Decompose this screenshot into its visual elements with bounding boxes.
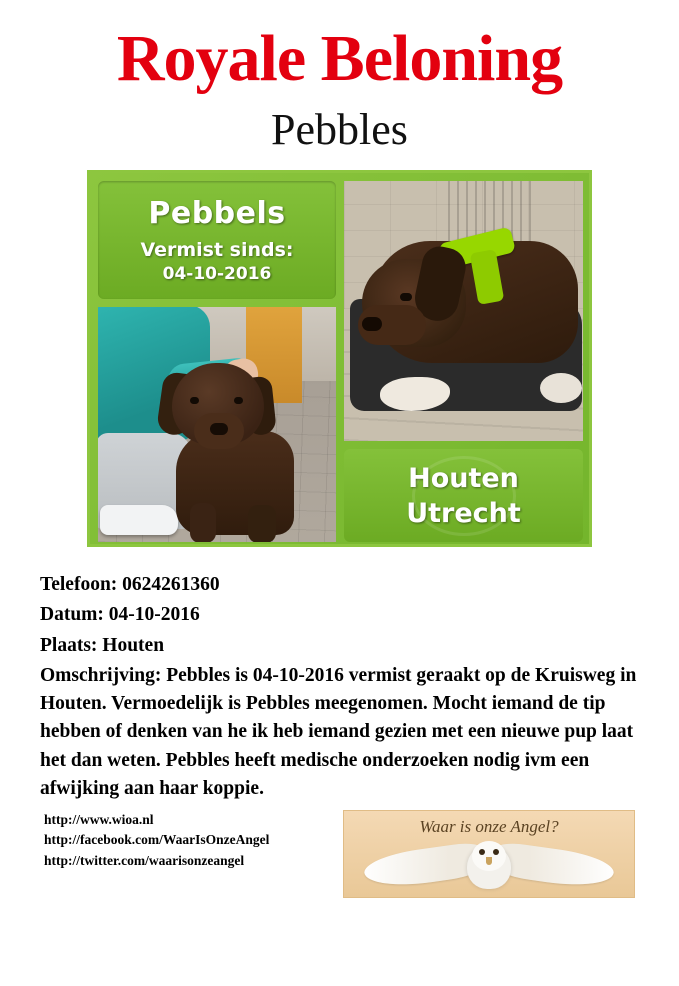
page-title: Royale Beloning (116, 22, 563, 95)
place-line: Plaats: Houten (40, 634, 165, 656)
dog-front-leg-left (190, 503, 216, 542)
owl-face-icon (472, 841, 506, 871)
dog-front-leg-right (248, 505, 276, 542)
dog-eye (400, 293, 412, 301)
photo-collage (87, 170, 592, 547)
phone-line: Telefoon: 0624261360 (40, 574, 220, 595)
place-card (344, 449, 583, 542)
description-line: Omschrijving: Pebbles is 04-10-2016 vermist geraakt op de Kruisweg in Houten. Vermoedelijk is Pebbles meegenomen. Mocht iemand de tip hebben of denken van he ik heb iemand gezien met een nieuwe pup laat het dan weten. Pebbles heeft medische onderzoeken nodig ivm een afwijking aan haar koppie. (40, 664, 637, 799)
place-card-province: Utrecht (406, 497, 521, 529)
footer (0, 810, 679, 898)
watermark-circle-icon (412, 456, 516, 536)
link-list (44, 810, 269, 871)
link-facebook[interactable]: http://facebook.com/WaarIsOnzeAngel (44, 832, 270, 848)
missing-dog-poster (0, 22, 679, 986)
blanket-spot (540, 373, 582, 403)
link-twitter[interactable]: http://twitter.com/waarisonzeangel (44, 852, 245, 868)
photo-dog-lying-on-blanket (344, 181, 583, 441)
organization-logo (343, 810, 635, 898)
details-block (40, 571, 639, 803)
photo-dog-sitting-on-pavement (98, 307, 336, 542)
owl-eye-right-icon (493, 849, 499, 855)
dog-nose (362, 317, 382, 331)
owl-eye-left-icon (479, 849, 485, 855)
name-card-missing-date: 04-10-2016 (162, 264, 272, 284)
name-card-missing-label: Vermist sinds: (140, 239, 294, 261)
logo-text: Waar is onze Angel? (419, 817, 559, 836)
dog-eye-right (234, 397, 243, 404)
link-website[interactable]: http://www.wioa.nl (44, 812, 154, 827)
name-card-name: Pebbels (148, 196, 286, 231)
owl-beak-icon (486, 857, 492, 865)
place-card-city: Houten (408, 462, 519, 494)
name-card (98, 181, 336, 299)
date-line: Datum: 04-10-2016 (40, 604, 200, 626)
person-shoe (100, 505, 178, 535)
dog-name-heading: Pebbles (271, 105, 408, 154)
dog-nose (210, 423, 228, 435)
dog-eye-left (190, 397, 199, 404)
